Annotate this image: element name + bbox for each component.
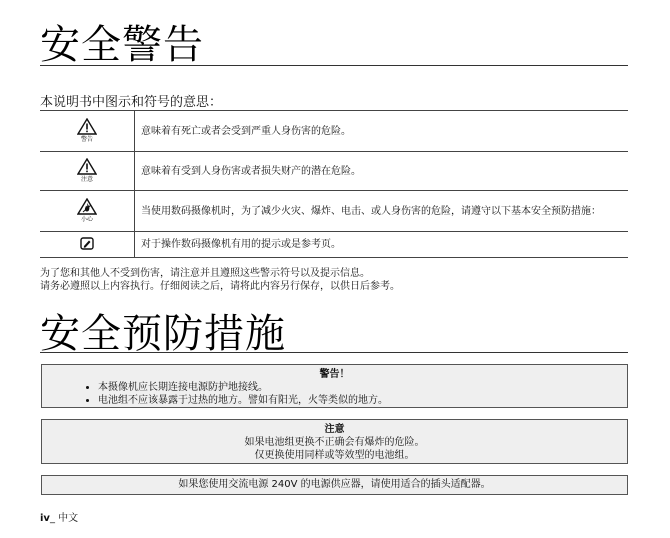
page-title-safety-warnings: 安全警告	[40, 22, 204, 68]
title-underline	[40, 352, 628, 353]
icon-cell	[40, 232, 135, 258]
symbol-table	[40, 110, 628, 258]
icon-cell	[40, 152, 135, 191]
after-line: 为了您和其他人不受到伤害，请注意并且遵照这些警示符号以及提示信息。	[40, 268, 370, 279]
table-row	[40, 191, 628, 232]
page-footer	[40, 509, 78, 524]
icon-cell	[40, 111, 135, 152]
warning-list	[42, 381, 627, 407]
icon-caption: 警告	[80, 136, 93, 143]
warning-box	[41, 364, 628, 408]
note-icon	[80, 237, 94, 250]
caution-box	[41, 419, 628, 464]
page-number: iv	[40, 513, 50, 524]
caution-line: 仅更换使用同样或等效型的电池组。	[254, 450, 415, 461]
after-line: 请务必遵照以上内容执行。仔细阅读之后，请将此内容另行保存，以供日后参考。	[40, 281, 400, 292]
symbol-description: 对于操作数码摄像机有用的提示或是参考页。	[135, 232, 629, 258]
icon-caption: 注意	[80, 176, 93, 183]
caution-box-title: 注意	[324, 424, 345, 435]
after-text	[40, 267, 400, 293]
footer-separator: _	[49, 513, 59, 524]
intro-text: 本说明书中图示和符号的意思：	[40, 95, 223, 110]
icon-caption: 小心	[80, 216, 93, 223]
caution-line: 如果电池组更换不正确会有爆炸的危险。	[244, 437, 425, 448]
section-title-safety-precautions: 安全预防措施	[40, 311, 286, 357]
title-underline	[40, 65, 628, 66]
list-item: • 电池组不应该暴露于过热的地方。譬如有阳光，火等类似的地方。	[98, 394, 627, 407]
caution-triangle-icon	[77, 158, 97, 175]
table-row	[40, 232, 628, 258]
table-row	[40, 152, 628, 191]
table-row	[40, 111, 628, 152]
adapter-note: 如果您使用交流电源 240V 的电源供应器，请使用适合的插头适配器。	[178, 479, 491, 490]
list-item: • 本摄像机应长期连接电源防护地接线。	[98, 381, 627, 394]
icon-cell	[40, 191, 135, 232]
symbol-description: 当使用数码摄像机时，为了减少火灾、爆炸、电击、或人身伤害的危险，请遵守以下基本安全预防措施：	[135, 191, 629, 232]
adapter-note-box	[41, 475, 628, 495]
symbol-description: 意味着有受到人身伤害或者损失财产的潜在危险。	[135, 152, 629, 191]
symbol-description: 意味着有死亡或者会受到严重人身伤害的危险。	[135, 111, 629, 152]
fire-triangle-icon	[77, 198, 97, 215]
warning-box-title: 警告！	[319, 369, 350, 380]
footer-language: 中文	[58, 513, 79, 524]
warning-triangle-icon	[77, 118, 97, 135]
